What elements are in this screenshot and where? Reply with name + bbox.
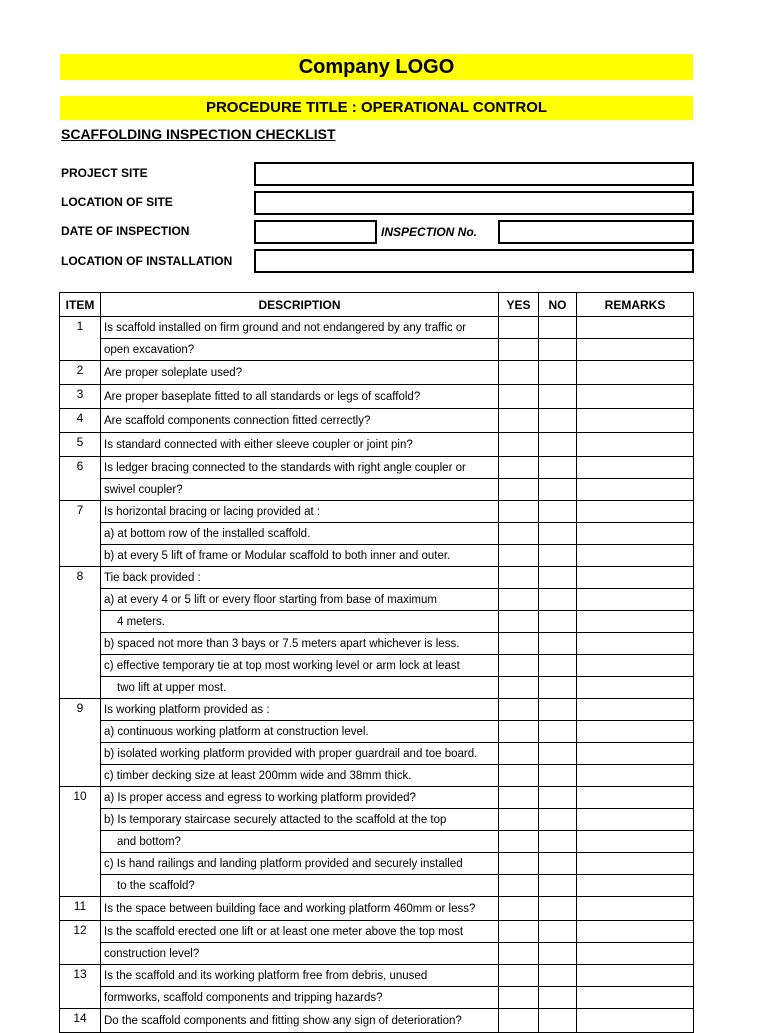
table-row (60, 361, 694, 385)
description-cell: Are scaffold components connection fitted cerrectly? (101, 409, 499, 433)
table-row (60, 655, 694, 677)
no-cell[interactable] (539, 633, 577, 655)
no-cell[interactable] (539, 765, 577, 787)
yes-cell[interactable] (499, 433, 539, 457)
description-cell: b) Is temporary staircase securely attacted to the scaffold at the top (101, 809, 499, 831)
yes-cell[interactable] (499, 721, 539, 743)
description-cell: c) Is hand railings and landing platform provided and securely installed (101, 853, 499, 875)
table-row (60, 853, 694, 875)
description-cell: Is the space between building face and working platform 460mm or less? (101, 897, 499, 921)
company-logo-banner (60, 54, 693, 80)
table-row (60, 743, 694, 765)
date-of-inspection-field[interactable] (254, 220, 377, 244)
description-cell: Is the scaffold and its working platform free from debris, unused (101, 965, 499, 987)
table-row (60, 1009, 694, 1033)
item-number: 7 (60, 501, 101, 567)
table-row (60, 317, 694, 339)
item-number: 6 (60, 457, 101, 501)
description-cell: open excavation? (101, 339, 499, 361)
checklist-body (60, 317, 694, 1033)
procedure-title: PROCEDURE TITLE : OPERATIONAL CONTROL (60, 96, 693, 120)
yes-cell[interactable] (499, 361, 539, 385)
remarks-cell[interactable] (577, 545, 694, 567)
item-number: 14 (60, 1009, 101, 1033)
table-row (60, 699, 694, 721)
description-cell: Do the scaffold components and fitting show any sign of deterioration? (101, 1009, 499, 1033)
no-cell[interactable] (539, 589, 577, 611)
no-cell[interactable] (539, 655, 577, 677)
description-cell: construction level? (101, 943, 499, 965)
no-cell[interactable] (539, 831, 577, 853)
remarks-cell[interactable] (577, 633, 694, 655)
item-number: 5 (60, 433, 101, 457)
no-cell[interactable] (539, 479, 577, 501)
remarks-cell[interactable] (577, 831, 694, 853)
description-cell: b) isolated working platform provided with proper guardrail and toe board. (101, 743, 499, 765)
description-cell: c) effective temporary tie at top most working level or arm lock at least (101, 655, 499, 677)
item-number: 8 (60, 567, 101, 699)
yes-cell[interactable] (499, 611, 539, 633)
date-of-inspection-label: DATE OF INSPECTION (61, 224, 190, 238)
description-cell: formworks, scaffold components and tripping hazards? (101, 987, 499, 1009)
yes-cell[interactable] (499, 523, 539, 545)
table-row (60, 457, 694, 479)
yes-cell[interactable] (499, 545, 539, 567)
table-row (60, 501, 694, 523)
no-cell[interactable] (539, 743, 577, 765)
table-header-row (60, 293, 694, 317)
item-header: ITEM (60, 293, 101, 317)
no-cell[interactable] (539, 1009, 577, 1033)
remarks-cell[interactable] (577, 501, 694, 523)
table-row (60, 765, 694, 787)
yes-cell[interactable] (499, 409, 539, 433)
location-of-installation-label: LOCATION OF INSTALLATION (61, 254, 233, 268)
no-cell[interactable] (539, 787, 577, 809)
remarks-cell[interactable] (577, 567, 694, 589)
yes-cell[interactable] (499, 765, 539, 787)
no-cell[interactable] (539, 339, 577, 361)
description-cell: Is the scaffold erected one lift or at least one meter above the top most (101, 921, 499, 943)
item-number: 9 (60, 699, 101, 787)
remarks-cell[interactable] (577, 523, 694, 545)
remarks-cell[interactable] (577, 699, 694, 721)
no-cell[interactable] (539, 361, 577, 385)
yes-cell[interactable] (499, 589, 539, 611)
description-cell: Is working platform provided as : (101, 699, 499, 721)
no-cell[interactable] (539, 433, 577, 457)
remarks-cell[interactable] (577, 921, 694, 943)
table-row (60, 897, 694, 921)
no-cell[interactable] (539, 409, 577, 433)
table-row (60, 831, 694, 853)
item-number: 2 (60, 361, 101, 385)
table-row (60, 875, 694, 897)
table-row (60, 987, 694, 1009)
yes-cell[interactable] (499, 987, 539, 1009)
remarks-cell[interactable] (577, 743, 694, 765)
description-cell: a) at bottom row of the installed scaffold. (101, 523, 499, 545)
no-cell[interactable] (539, 317, 577, 339)
inspection-checklist-table (59, 292, 694, 1033)
yes-header: YES (499, 293, 539, 317)
yes-cell[interactable] (499, 385, 539, 409)
remarks-cell[interactable] (577, 479, 694, 501)
table-row (60, 433, 694, 457)
item-number: 13 (60, 965, 101, 1009)
description-cell: a) continuous working platform at construction level. (101, 721, 499, 743)
remarks-cell[interactable] (577, 677, 694, 699)
description-cell: Is standard connected with either sleeve coupler or joint pin? (101, 433, 499, 457)
yes-cell[interactable] (499, 501, 539, 523)
description-cell: a) Is proper access and egress to working platform provided? (101, 787, 499, 809)
yes-cell[interactable] (499, 943, 539, 965)
description-cell: b) at every 5 lift of frame or Modular scaffold to both inner and outer. (101, 545, 499, 567)
no-cell[interactable] (539, 721, 577, 743)
yes-cell[interactable] (499, 1009, 539, 1033)
remarks-cell[interactable] (577, 853, 694, 875)
remarks-cell[interactable] (577, 457, 694, 479)
description-cell: Are proper baseplate fitted to all standards or legs of scaffold? (101, 385, 499, 409)
yes-cell[interactable] (499, 567, 539, 589)
no-cell[interactable] (539, 965, 577, 987)
table-row (60, 409, 694, 433)
table-row (60, 545, 694, 567)
yes-cell[interactable] (499, 965, 539, 987)
remarks-cell[interactable] (577, 987, 694, 1009)
table-row (60, 921, 694, 943)
yes-cell[interactable] (499, 853, 539, 875)
remarks-cell[interactable] (577, 385, 694, 409)
table-row (60, 611, 694, 633)
remarks-cell[interactable] (577, 611, 694, 633)
table-row (60, 677, 694, 699)
yes-cell[interactable] (499, 875, 539, 897)
table-row (60, 385, 694, 409)
remarks-cell[interactable] (577, 433, 694, 457)
no-cell[interactable] (539, 501, 577, 523)
item-number: 10 (60, 787, 101, 897)
remarks-cell[interactable] (577, 965, 694, 987)
description-header: DESCRIPTION (101, 293, 499, 317)
remarks-cell[interactable] (577, 809, 694, 831)
inspection-no-field[interactable] (498, 220, 694, 244)
remarks-cell[interactable] (577, 361, 694, 385)
no-cell[interactable] (539, 385, 577, 409)
no-cell[interactable] (539, 567, 577, 589)
remarks-cell[interactable] (577, 721, 694, 743)
yes-cell[interactable] (499, 677, 539, 699)
table-row (60, 943, 694, 965)
description-cell: Tie back provided : (101, 567, 499, 589)
remarks-cell[interactable] (577, 589, 694, 611)
no-cell[interactable] (539, 853, 577, 875)
company-logo-text: Company LOGO (298, 56, 455, 78)
remarks-cell[interactable] (577, 339, 694, 361)
yes-cell[interactable] (499, 921, 539, 943)
table-row (60, 479, 694, 501)
checklist-title: SCAFFOLDING INSPECTION CHECKLIST (61, 126, 336, 142)
table-row (60, 787, 694, 809)
yes-cell[interactable] (499, 831, 539, 853)
remarks-cell[interactable] (577, 655, 694, 677)
project-site-label: PROJECT SITE (61, 166, 148, 180)
item-number: 4 (60, 409, 101, 433)
table-row (60, 339, 694, 361)
table-row (60, 809, 694, 831)
description-cell: to the scaffold? (101, 875, 499, 897)
item-number: 3 (60, 385, 101, 409)
project-site-field[interactable] (254, 162, 694, 186)
description-cell: b) spaced not more than 3 bays or 7.5 meters apart whichever is less. (101, 633, 499, 655)
yes-cell[interactable] (499, 699, 539, 721)
no-cell[interactable] (539, 897, 577, 921)
yes-cell[interactable] (499, 479, 539, 501)
description-cell: swivel coupler? (101, 479, 499, 501)
table-row (60, 523, 694, 545)
description-cell: 4 meters. (101, 611, 499, 633)
location-of-site-label: LOCATION OF SITE (61, 195, 173, 209)
yes-cell[interactable] (499, 457, 539, 479)
no-cell[interactable] (539, 677, 577, 699)
yes-cell[interactable] (499, 743, 539, 765)
description-cell: c) timber decking size at least 200mm wide and 38mm thick. (101, 765, 499, 787)
remarks-cell[interactable] (577, 787, 694, 809)
no-header: NO (539, 293, 577, 317)
remarks-cell[interactable] (577, 897, 694, 921)
no-cell[interactable] (539, 611, 577, 633)
table-row (60, 965, 694, 987)
yes-cell[interactable] (499, 787, 539, 809)
remarks-cell[interactable] (577, 875, 694, 897)
table-row (60, 589, 694, 611)
description-cell: two lift at upper most. (101, 677, 499, 699)
description-cell: Is ledger bracing connected to the standards with right angle coupler or (101, 457, 499, 479)
no-cell[interactable] (539, 875, 577, 897)
no-cell[interactable] (539, 987, 577, 1009)
yes-cell[interactable] (499, 317, 539, 339)
table-row (60, 633, 694, 655)
yes-cell[interactable] (499, 339, 539, 361)
table-row (60, 567, 694, 589)
remarks-header: REMARKS (577, 293, 694, 317)
no-cell[interactable] (539, 921, 577, 943)
remarks-cell[interactable] (577, 765, 694, 787)
location-of-installation-field[interactable] (254, 249, 694, 273)
inspection-no-label: INSPECTION No. (381, 225, 478, 239)
remarks-cell[interactable] (577, 409, 694, 433)
remarks-cell[interactable] (577, 317, 694, 339)
no-cell[interactable] (539, 809, 577, 831)
description-cell: Are proper soleplate used? (101, 361, 499, 385)
no-cell[interactable] (539, 545, 577, 567)
no-cell[interactable] (539, 699, 577, 721)
description-cell: Is horizontal bracing or lacing provided at : (101, 501, 499, 523)
yes-cell[interactable] (499, 809, 539, 831)
yes-cell[interactable] (499, 655, 539, 677)
description-cell: Is scaffold installed on firm ground and not endangered by any traffic or (101, 317, 499, 339)
no-cell[interactable] (539, 523, 577, 545)
item-number: 11 (60, 897, 101, 921)
location-of-site-field[interactable] (254, 191, 694, 215)
remarks-cell[interactable] (577, 1009, 694, 1033)
no-cell[interactable] (539, 457, 577, 479)
item-number: 1 (60, 317, 101, 361)
table-row (60, 721, 694, 743)
description-cell: a) at every 4 or 5 lift or every floor starting from base of maximum (101, 589, 499, 611)
item-number: 12 (60, 921, 101, 965)
yes-cell[interactable] (499, 633, 539, 655)
description-cell: and bottom? (101, 831, 499, 853)
remarks-cell[interactable] (577, 943, 694, 965)
yes-cell[interactable] (499, 897, 539, 921)
no-cell[interactable] (539, 943, 577, 965)
